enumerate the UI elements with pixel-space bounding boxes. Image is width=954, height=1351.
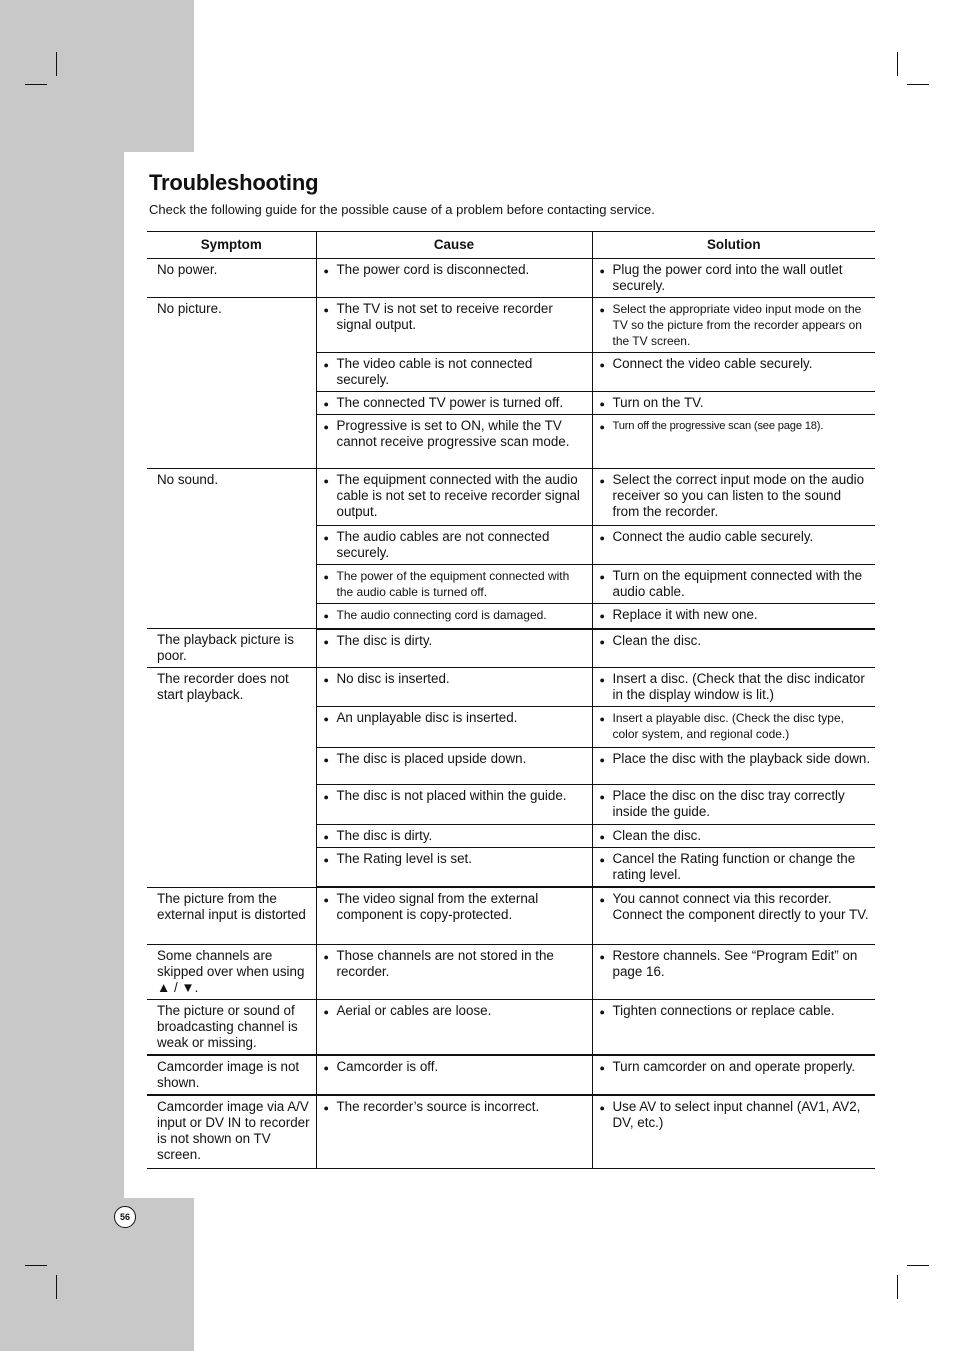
table-row: [147, 999, 875, 1055]
solution-cell: ● Turn off the progressive scan (see page 18).: [592, 415, 875, 469]
cause-cell: ● Those channels are not stored in the recorder.: [316, 944, 592, 999]
symptom-cell: The playback picture is poor.: [147, 629, 316, 668]
cause-cell: ● The video signal from the external component is copy-protected.: [316, 887, 592, 944]
table-row: [147, 298, 875, 353]
solution-cell: ● Restore channels. See “Program Edit” on page 16.: [592, 944, 875, 999]
gray-margin-top: [0, 0, 194, 152]
solution-cell: ● Select the correct input mode on the audio receiver so you can listen to the sound from the recorder.: [592, 469, 875, 526]
solution-cell: ● Connect the audio cable securely.: [592, 526, 875, 565]
header-cause: Cause: [316, 232, 592, 259]
intro-text: Check the following guide for the possible cause of a problem before contacting service.: [149, 202, 655, 217]
table-row: [147, 629, 875, 668]
troubleshooting-table: [147, 231, 875, 1169]
crop-mark: [907, 1265, 929, 1266]
table-row: [147, 887, 875, 944]
solution-cell: ● Cancel the Rating function or change the rating level.: [592, 848, 875, 888]
cause-cell: ● The Rating level is set.: [316, 848, 592, 888]
crop-mark: [56, 1275, 57, 1299]
symptom-cell: Some channels are skipped over when using ▲ / ▼.: [147, 944, 316, 999]
cause-cell: ● The video cable is not connected securely.: [316, 353, 592, 392]
solution-cell: ● Insert a playable disc. (Check the disc type, color system, and regional code.): [592, 707, 875, 748]
cause-cell: ● Aerial or cables are loose.: [316, 999, 592, 1055]
solution-cell: ● Insert a disc. (Check that the disc indicator in the display window is lit.): [592, 668, 875, 707]
solution-cell: ● Turn camcorder on and operate properly.: [592, 1055, 875, 1095]
cause-cell: ● The disc is not placed within the guide.: [316, 785, 592, 825]
solution-cell: ● Turn on the TV.: [592, 392, 875, 415]
cause-cell: ● The audio cables are not connected securely.: [316, 526, 592, 565]
page-title: Troubleshooting: [149, 170, 319, 195]
table-header: [147, 232, 875, 259]
symptom-cell: The picture from the external input is distorted: [147, 887, 316, 944]
symptom-cell: Camcorder image via A/V input or DV IN to recorder is not shown on TV screen.: [147, 1095, 316, 1168]
solution-cell: ● Connect the video cable securely.: [592, 353, 875, 392]
cause-cell: ● An unplayable disc is inserted.: [316, 707, 592, 748]
symptom-cell: The recorder does not start playback.: [147, 668, 316, 888]
table-row: [147, 469, 875, 526]
cause-cell: ● The disc is dirty.: [316, 825, 592, 848]
cause-cell: ● The disc is dirty.: [316, 629, 592, 668]
solution-cell: ● Clean the disc.: [592, 825, 875, 848]
table-row: [147, 944, 875, 999]
solution-cell: ● Replace it with new one.: [592, 604, 875, 629]
crop-mark: [897, 1275, 898, 1299]
solution-cell: ● Use AV to select input channel (AV1, AV2, DV, etc.): [592, 1095, 875, 1168]
cause-cell: ● Camcorder is off.: [316, 1055, 592, 1095]
cause-cell: ● No disc is inserted.: [316, 668, 592, 707]
table-row: [147, 1055, 875, 1095]
header-symptom: Symptom: [147, 232, 316, 259]
solution-cell: ● Place the disc with the playback side down.: [592, 748, 875, 785]
solution-cell: ● Place the disc on the disc tray correctly inside the guide.: [592, 785, 875, 825]
table-row: [147, 668, 875, 707]
cause-cell: ● The recorder’s source is incorrect.: [316, 1095, 592, 1168]
cause-cell: ● The audio connecting cord is damaged.: [316, 604, 592, 629]
gray-margin-bottom: [0, 1198, 194, 1351]
crop-mark: [56, 52, 57, 76]
symptom-cell: No picture.: [147, 298, 316, 469]
page-number: 56: [114, 1206, 136, 1228]
cause-cell: ● The power of the equipment connected with the audio cable is turned off.: [316, 565, 592, 604]
crop-mark: [25, 1265, 47, 1266]
cause-cell: ● The equipment connected with the audio cable is not set to receive recorder signal output.: [316, 469, 592, 526]
solution-cell: ● Tighten connections or replace cable.: [592, 999, 875, 1055]
cause-cell: ● Progressive is set to ON, while the TV cannot receive progressive scan mode.: [316, 415, 592, 469]
cause-cell: ● The disc is placed upside down.: [316, 748, 592, 785]
cause-cell: ● The TV is not set to receive recorder signal output.: [316, 298, 592, 353]
table-row: [147, 259, 875, 298]
cause-cell: ● The power cord is disconnected.: [316, 259, 592, 298]
symptom-cell: No power.: [147, 259, 316, 298]
crop-mark: [907, 84, 929, 85]
solution-cell: ● You cannot connect via this recorder. Connect the component directly to your TV.: [592, 887, 875, 944]
cause-cell: ● The connected TV power is turned off.: [316, 392, 592, 415]
symptom-cell: No sound.: [147, 469, 316, 629]
crop-mark: [25, 84, 47, 85]
solution-cell: ● Plug the power cord into the wall outlet securely.: [592, 259, 875, 298]
table-row: [147, 1095, 875, 1168]
symptom-cell: The picture or sound of broadcasting channel is weak or missing.: [147, 999, 316, 1055]
header-solution: Solution: [592, 232, 875, 259]
solution-cell: ● Turn on the equipment connected with the audio cable.: [592, 565, 875, 604]
symptom-cell: Camcorder image is not shown.: [147, 1055, 316, 1095]
solution-cell: ● Clean the disc.: [592, 629, 875, 668]
solution-cell: ● Select the appropriate video input mode on the TV so the picture from the recorder appears on the TV screen.: [592, 298, 875, 353]
gray-margin-left: [0, 152, 124, 1198]
crop-mark: [897, 52, 898, 76]
